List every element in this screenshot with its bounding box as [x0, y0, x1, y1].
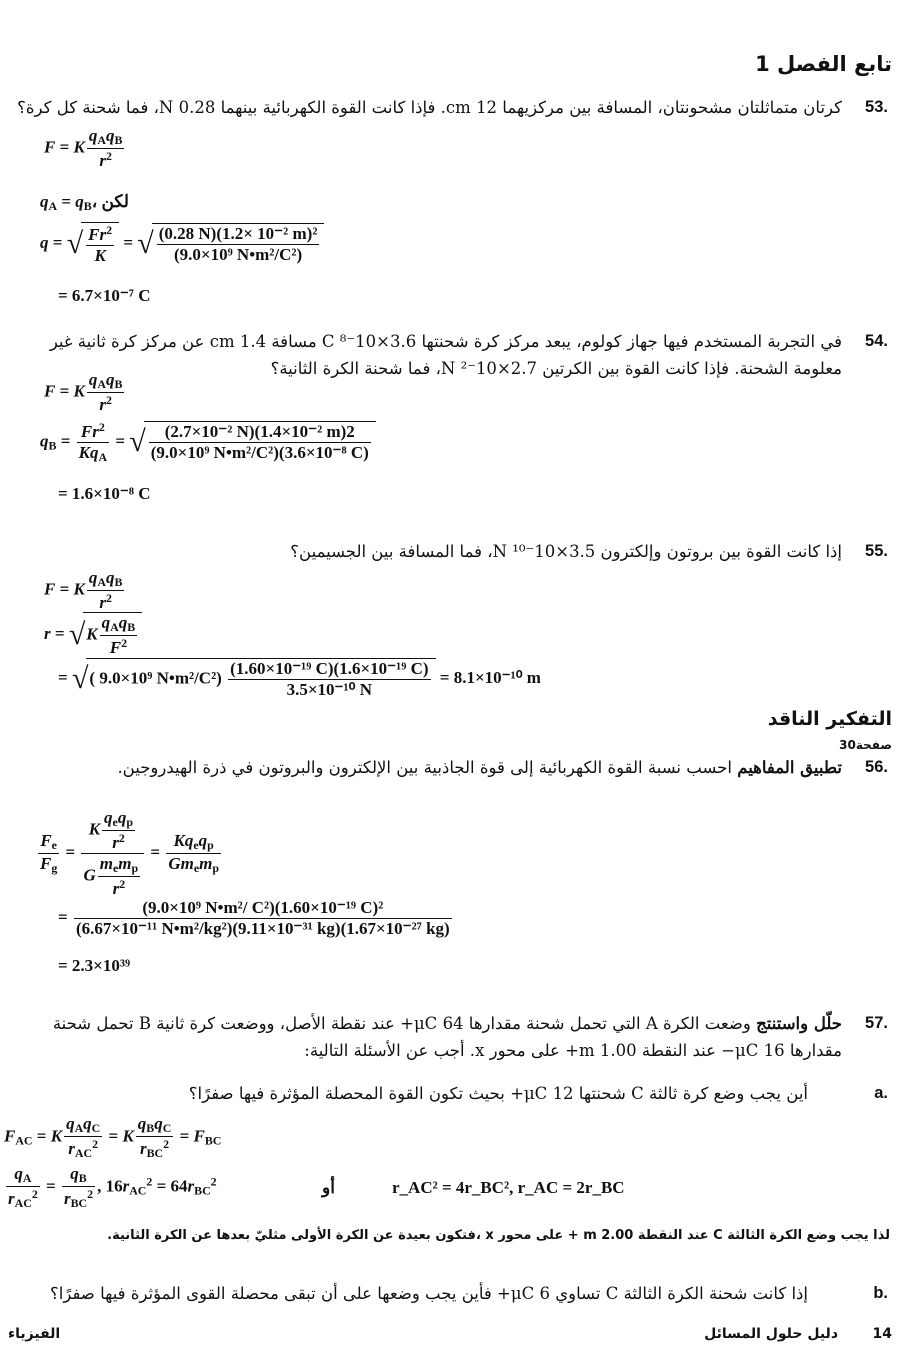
problem-label: تطبيق المفاهيم — [737, 758, 842, 777]
result-53: = 6.7×10⁻⁷ C — [58, 286, 151, 305]
ratio-eq: $\frac{q_A}{r_{AC}^2}$ = $\frac{q_B}{r_{BC}^2}$ , $16r_{AC}^2 = 64r_{BC}^2$ — [8, 1164, 217, 1210]
result-56: = 2.3×10³⁹ — [58, 956, 131, 975]
denominator: (6.67×10⁻¹¹ N•m²/kg²)(9.11×10⁻³¹ kg)(1.67×10⁻²⁷ kg) — [75, 919, 450, 938]
subquestion-label: .b — [873, 1284, 888, 1302]
page-number: 14 — [872, 1326, 892, 1342]
denominator: 3.5×10⁻¹⁰ N — [286, 680, 372, 699]
section-page-ref: صفحة30 — [839, 738, 892, 752]
chapter-header: تابع الفصل 1 — [755, 52, 892, 76]
problem-text: في التجربة المستخدم فيها جهاز كولوم، يبعد مركز كرة شحنتها 3.6×10⁻⁸ C مسافة 1.4 cm عن مركز كرة ثانية غير معلومة الشحنة. فإذا كانت القوة بين الكرتين 2.7×10⁻² N، فما شحنة الكرة الثانية؟ — [49, 332, 842, 378]
force-balance-eq: $F_{AC} = K$ $\frac{q_Aq_C}{r_{AC}^2}$ = K $\frac{q_Bq_C}{r_{BC}^2}$ = $F_{BC}$ — [4, 1114, 222, 1160]
problem-53 — [6, 94, 888, 121]
problem-54 — [6, 328, 888, 382]
coulomb-law-eq: F = K $\frac{q_Aq_B}{r^2}$ — [44, 126, 123, 170]
guide-title: دليل حلول المسائل — [704, 1326, 838, 1342]
problem-56 — [6, 754, 888, 781]
denominator: (9.0×10⁹ N•m²/C²) — [173, 244, 303, 264]
problem-number: .55 — [865, 542, 888, 560]
problem-55 — [6, 538, 888, 565]
subject-name: الفيزياء — [8, 1326, 61, 1342]
subquestion-text: إذا كانت شحنة الكرة الثالثة C تساوي 6 μC+ فأين يجب وضعها على أن تبقى محصلة القوى المؤثرة فيها صفرًا؟ — [50, 1284, 808, 1303]
k-value: ( 9.0×10⁹ N•m²/C²) — [89, 668, 222, 688]
subquestion-label: .a — [874, 1084, 888, 1102]
numerator: (9.0×10⁹ N•m²/ C²)(1.60×10⁻¹⁹ C)² — [74, 898, 452, 919]
distance-formula-eq: r = √K $\frac{q_Aq_B}{F^2}$ — [44, 612, 142, 658]
problem-number: .56 — [865, 758, 888, 776]
coulomb-law-eq: F = K $\frac{q_Aq_B}{r^2}$ — [44, 370, 123, 414]
subquestion-a — [6, 1080, 888, 1107]
problem-number: .54 — [865, 332, 888, 350]
distance-relation-eq: r_AC² = 4r_BC², r_AC = 2r_BC — [392, 1178, 625, 1197]
charge-calc-eq: q = √ $\frac{Fr^2}{K}$ = √ $\frac{\text{(0.28 N)(1.2× 10⁻² m)²}}{\text{(9.0×10⁹ N•m²/C²)}}$ — [40, 222, 324, 266]
problem-text: كرتان متماثلتان مشحونتان، المسافة بين مركزيهما 12 cm. فإذا كانت القوة الكهربائية بينهما 0.28 N، فما شحنة كل كرة؟ — [17, 98, 842, 117]
problem-number: .53 — [865, 98, 888, 116]
conclusion-note: لذا يجب وضع الكرة الثالثة C عند النقطة 2.00 m + على محور x ،فتكون بعيدة عن الكرة الأولى مثليّ بعدها عن الكرة الثانية. — [107, 1228, 890, 1243]
problem-text: وضعت الكرة A التي تحمل شحنة مقدارها 64 μC+ عند نقطة الأصل، ووضعت كرة ثانية B تحمل شحنة مقدارها 16 μC− عند النقطة 1.00 m+ على محور x. أجب عن الأسئلة التالية: — [52, 1014, 842, 1060]
distance-calc-eq: = √( 9.0×10⁹ N•m²/C²) $\frac{\text{(1.60×10⁻¹⁹ C)(1.6×10⁻¹⁹ C)}}{\text{3.5×10⁻¹⁰ N}}$ = 8.1×10⁻¹⁰ m — [58, 659, 541, 699]
force-ratio-eq: $\frac{F_e}{F_g}$ = K $\frac{q_eq_p}{r^2}$ G $\frac{m_em_p}{r^2}$ = $\frac{Kq_eq_p}{Gm_em_p}$ — [40, 808, 219, 898]
equal-charges-eq: $q_A$ = $q_B،$ لكن — [40, 192, 129, 213]
subquestion-b — [6, 1280, 888, 1307]
or-word: أو — [322, 1178, 335, 1197]
result-55: = 8.1×10⁻¹⁰ m — [439, 667, 541, 687]
numerator: (1.60×10⁻¹⁹ C)(1.6×10⁻¹⁹ C) — [230, 659, 429, 678]
section-title: التفكير الناقد — [767, 708, 892, 730]
problem-text: إذا كانت القوة بين بروتون وإلكترون 3.5×10⁻¹⁰ N، فما المسافة بين الجسيمين؟ — [290, 542, 842, 561]
subquestion-text: أين يجب وضع كرة ثالثة C شحنتها 12 μC+ بحيث تكون القوة المحصلة المؤثرة فيها صفرًا؟ — [188, 1084, 808, 1103]
coulomb-law-eq: F = K $\frac{q_Aq_B}{r^2}$ — [44, 568, 123, 612]
problem-number: .57 — [865, 1014, 888, 1032]
problem-57 — [6, 1010, 888, 1064]
numerator: (0.28 N)(1.2× 10⁻² m)² — [158, 223, 318, 243]
problem-label: حلّل واستنتج — [756, 1014, 842, 1033]
result-54: = 1.6×10⁻⁸ C — [58, 484, 151, 503]
ratio-calc-eq: = $\frac{\text{(9.0×10⁹ N•m²/ C²)(1.60×10⁻¹⁹ C)²}}{\text{(6.67×10⁻¹¹ N•m²/kg²)(9.11×10⁻³¹ kg)(1.67×10⁻²⁷ kg)}}$ — [58, 898, 450, 938]
charge-calc-eq: $q_B$ = $\frac{Fr^2}{Kq_A}$ = √ $\frac{\text{(2.7×10⁻² N)(1.4×10⁻² m)2}}{\text{(9.0×10⁹ N•m²/C²)(3.6×10⁻⁸ C)}}$ — [40, 420, 376, 465]
problem-text: احسب نسبة القوة الكهربائية إلى قوة الجاذبية بين الإلكترون والبروتون في ذرة الهيدروجين. — [117, 758, 732, 777]
but-word: لكن — [101, 192, 129, 211]
numerator: (2.7×10⁻² N)(1.4×10⁻² m)2 — [149, 422, 371, 443]
denominator: (9.0×10⁹ N•m²/C²)(3.6×10⁻⁸ C) — [150, 443, 369, 463]
